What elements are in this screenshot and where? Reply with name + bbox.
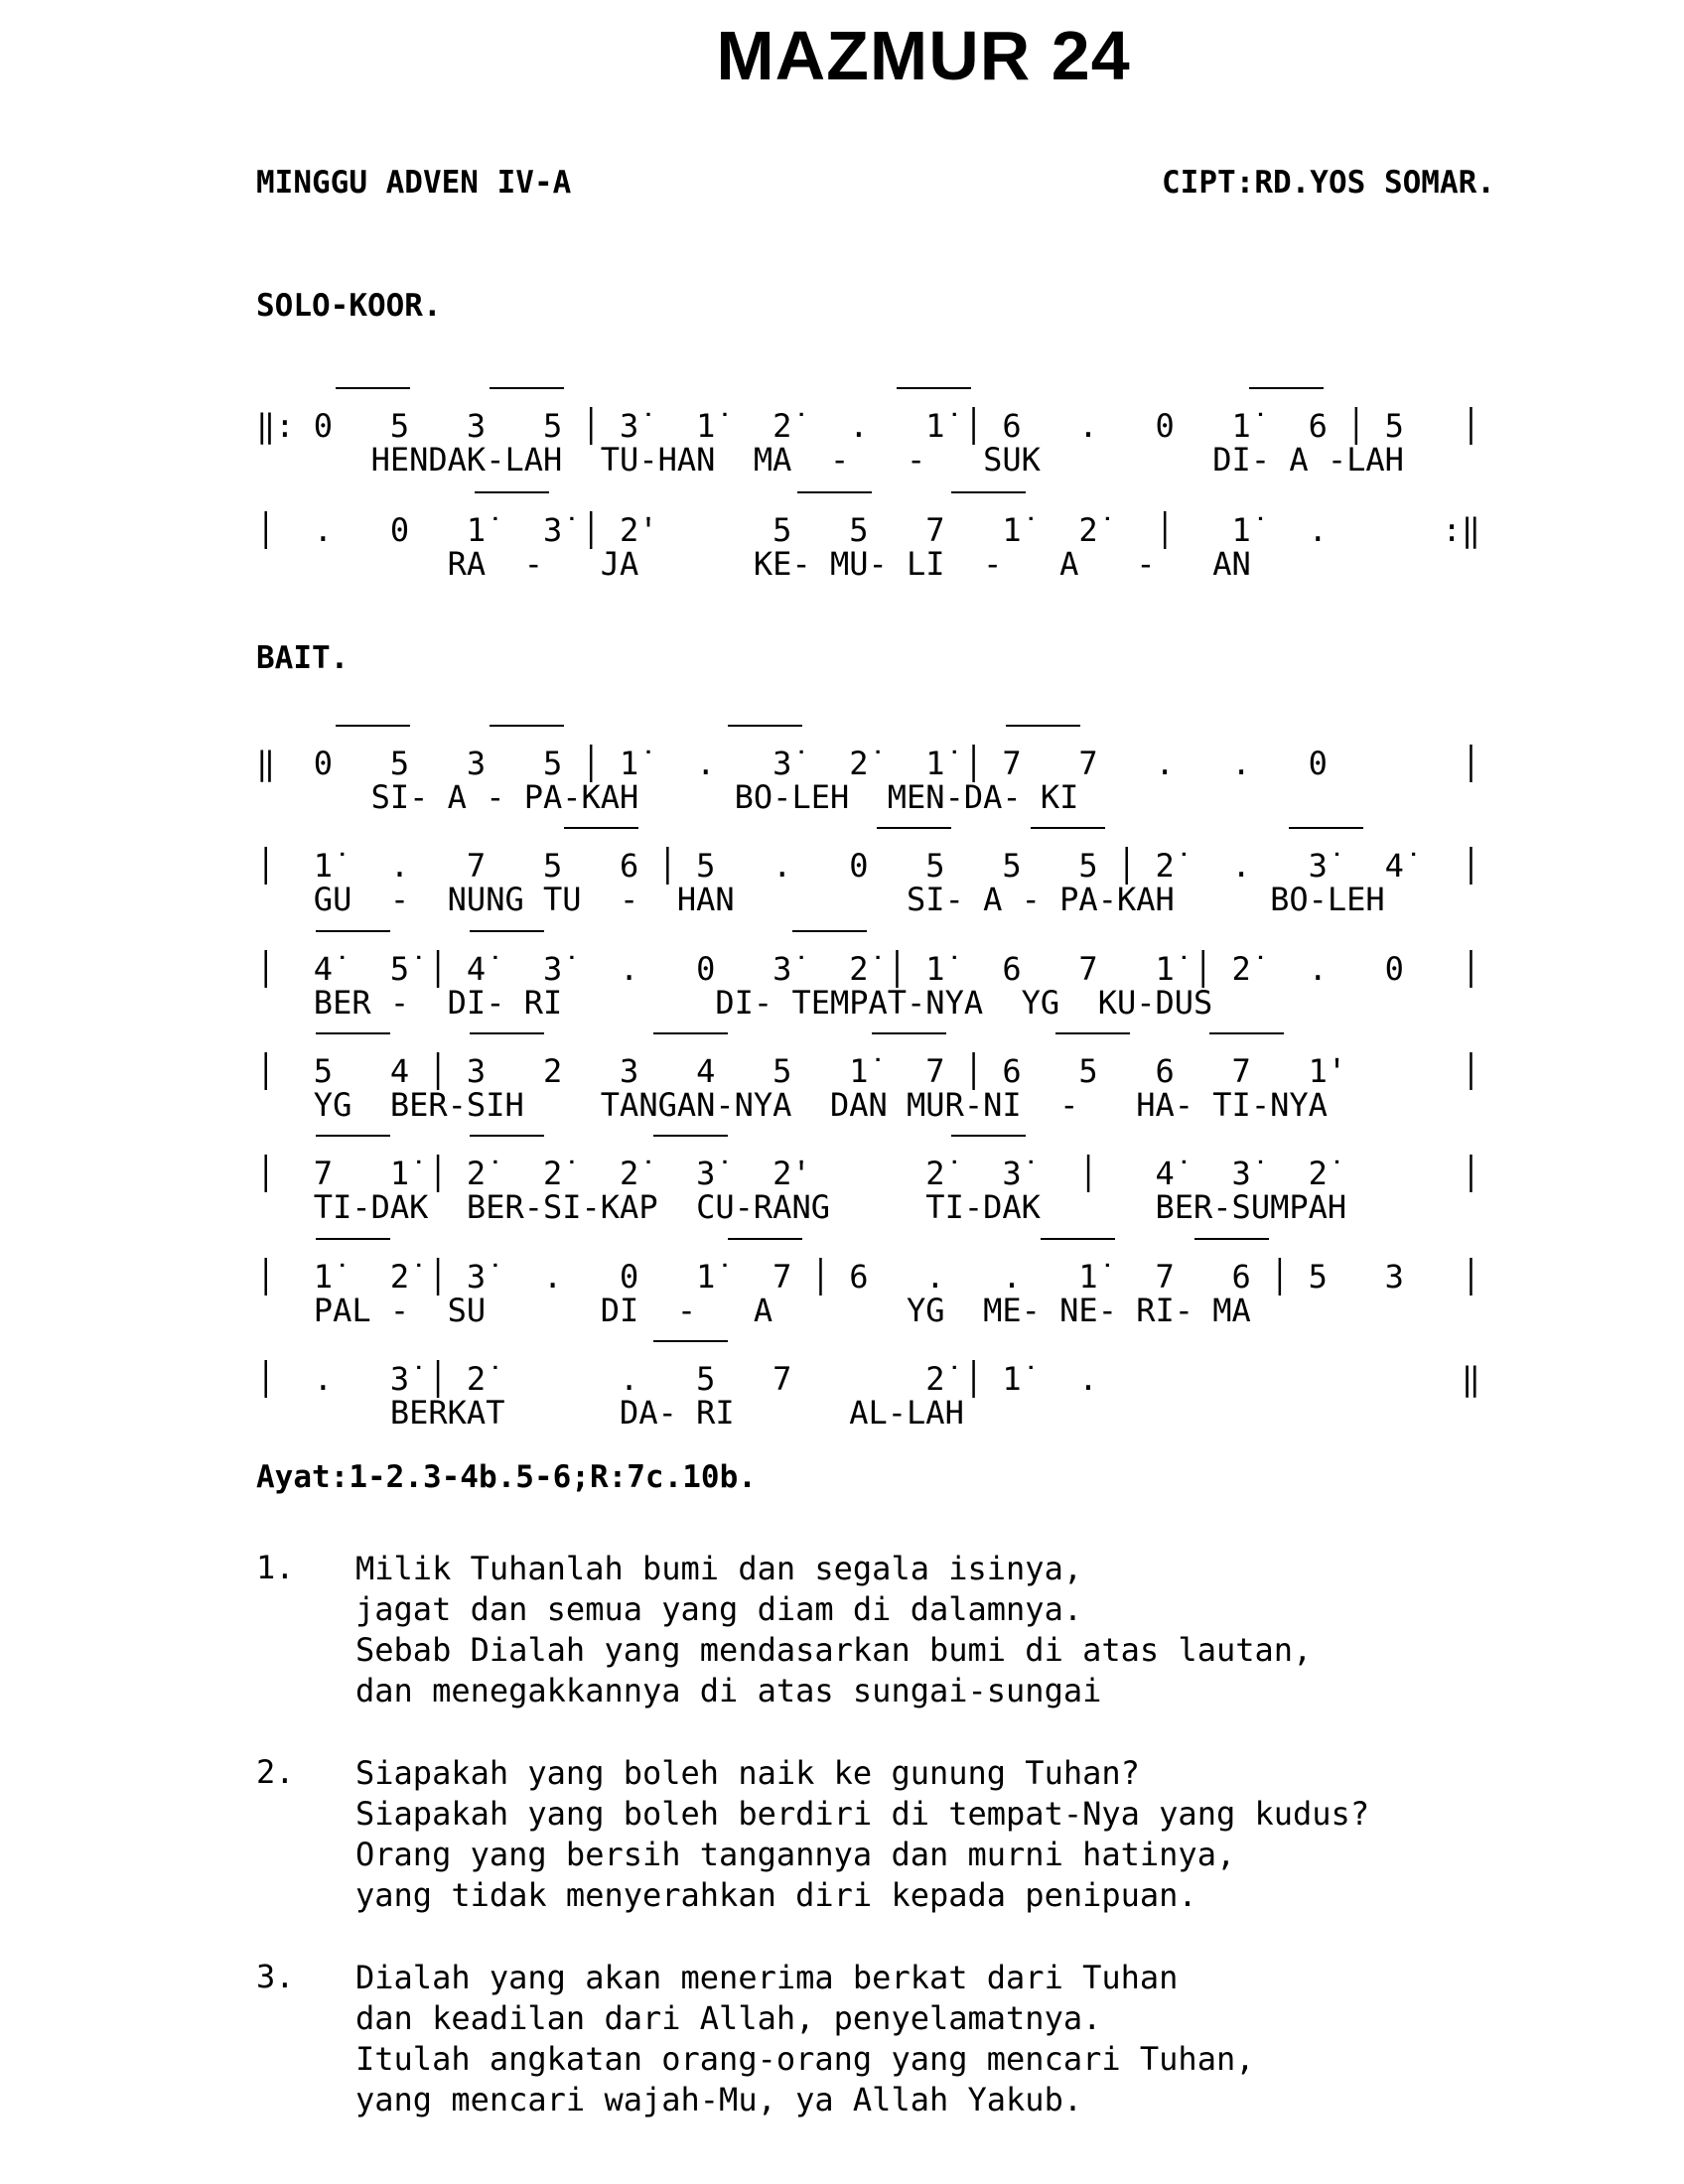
verse-number: 2. [256,1753,295,1791]
slur-line [653,1032,728,1034]
slur-line [1055,1032,1130,1034]
slur-line [475,491,549,493]
verse-number: 3. [256,1958,295,1995]
slur-line [316,1238,390,1240]
lyrics-row: SI- A - PA-KAH BO-LEH MEN-DA- KI [256,778,1079,816]
slur-line [951,491,1026,493]
slur-line [1031,827,1105,829]
slur-line [653,1340,728,1342]
verse-2 [256,1753,1369,1916]
slur-line [470,930,544,932]
verse-line: Itulah angkatan orang-orang yang mencari Tuhan, [355,2040,1255,2078]
slur-line [490,387,564,389]
verse-line: dan keadilan dari Allah, penyelamatnya. [355,1999,1102,2037]
notes-row: │ 1̇ 2̇ │ 3̇ . 0 1̇ 7 │ 6 . . 1̇ 7 6 │ 5 3 │ [256,1258,1480,1296]
notes-row: │ . 0 1̇ 3̇ │ 2̇' 5 5 7 1̇ 2̇ │ 1̇ . :‖ [256,511,1480,549]
verse-line: Milik Tuhanlah bumi dan segala isinya, [355,1550,1083,1587]
slur-line [1209,1032,1284,1034]
slur-line [872,1032,946,1034]
slur-line [1194,1238,1269,1240]
notes-row: ‖: 0 5 3 5 │ 3̇ 1̇ 2̇ . 1̇ │ 6 . 0 1̇ 6 │ 5 │ [256,407,1480,445]
slur-line [728,1238,802,1240]
slur-line [564,827,638,829]
notes-row: │ 4̇ 5̇ │ 4̇ 3̇ . 0 3̇ 2̇ │ 1̇ 6 7 1̇ │ 2̇ . 0 │ [256,950,1480,988]
lyrics-row: YG BER-SIH TANGAN-NYA DAN MUR-NI - HA- TI-NYA [256,1086,1328,1124]
verse-heading: BAIT. [256,640,350,676]
notes-row: │ 5 4 │ 3 2 3 4 5 1̇ 7 │ 6 5 6 7 1̇' │ [256,1052,1480,1090]
slur-line [1041,1238,1115,1240]
verse-line: Dialah yang akan menerima berkat dari Tuhan [355,1959,1179,1996]
slur-line [336,725,410,727]
verse-line: dan menegakkannya di atas sungai-sungai [355,1672,1102,1709]
verse-line: Sebab Dialah yang mendasarkan bumi di atas lautan, [355,1631,1313,1669]
verses-list [256,1549,1369,2162]
slur-line [951,1135,1026,1137]
page-title: MAZMUR 24 [716,17,1131,94]
verse-number: 1. [256,1549,295,1586]
lyrics-row: HENDAK-LAH TU-HAN MA - - SUK DI- A -LAH [256,441,1404,478]
lyrics-row: BERKAT DA- RI AL-LAH [256,1394,964,1432]
slur-line [316,930,390,932]
slur-line [470,1135,544,1137]
lyrics-row: BER - DI- RI DI- TEMPAT-NYA YG KU-DUS [256,984,1213,1022]
ayat-reference: Ayat:1-2.3-4b.5-6;R:7c.10b. [256,1459,757,1495]
slur-line [470,1032,544,1034]
notes-row: ‖ 0 5 3 5 │ 1̇ . 3̇ 2̇ 1̇ │ 7 7 . . 0 │ [256,745,1480,782]
lyrics-row: PAL - SU DI - A YG ME- NE- RI- MA [256,1292,1251,1329]
verse-line: jagat dan semua yang diam di dalamnya. [355,1590,1083,1628]
slur-line [792,930,867,932]
occasion-label: MINGGU ADVEN IV-A [256,165,572,201]
slur-line [728,725,802,727]
slur-line [1289,827,1363,829]
composer-label: CIPT:RD.YOS SOMAR. [1162,165,1495,201]
slur-line [1249,387,1324,389]
verse-line: yang mencari wajah-Mu, ya Allah Yakub. [355,2081,1083,2118]
refrain-heading: SOLO-KOOR. [256,288,442,324]
verse-1 [256,1549,1369,1711]
slur-line [877,827,951,829]
slur-line [316,1135,390,1137]
verse-line: Siapakah yang boleh naik ke gunung Tuhan? [355,1754,1140,1792]
slur-line [490,725,564,727]
slur-line [1006,725,1080,727]
lyrics-row: TI-DAK BER-SI-KAP CU-RANG TI-DAK BER-SUMPAH [256,1188,1347,1226]
slur-line [653,1135,728,1137]
verse-line: Orang yang bersih tangannya dan murni hatinya, [355,1836,1236,1873]
slur-line [336,387,410,389]
slur-line [797,491,872,493]
verse-line: Siapakah yang boleh berdiri di tempat-Nya yang kudus? [355,1795,1370,1833]
slur-line [316,1032,390,1034]
verse-line: yang tidak menyerahkan diri kepada penipuan. [355,1876,1197,1914]
verse-3 [256,1958,1369,2120]
notes-row: │ 7 1̇ │ 2̇ 2̇ 2̇ 3̇ 2̇' 2̇ 3̇ │ 4̇ 3̇ 2̇ │ [256,1155,1480,1192]
notes-row: │ . 3̇ │ 2̇ . 5 7 2̇ │ 1̇ . ‖ [256,1360,1480,1398]
slur-line [897,387,971,389]
notes-row: │ 1̇ . 7 5 6 │ 5 . 0 5 5 5 │ 2̇ . 3̇ 4̇ │ [256,847,1480,885]
lyrics-row: RA - JA KE- MU- LI - A - AN [256,545,1251,583]
lyrics-row: GU - NUNG TU - HAN SI- A - PA-KAH BO-LEH [256,881,1385,918]
